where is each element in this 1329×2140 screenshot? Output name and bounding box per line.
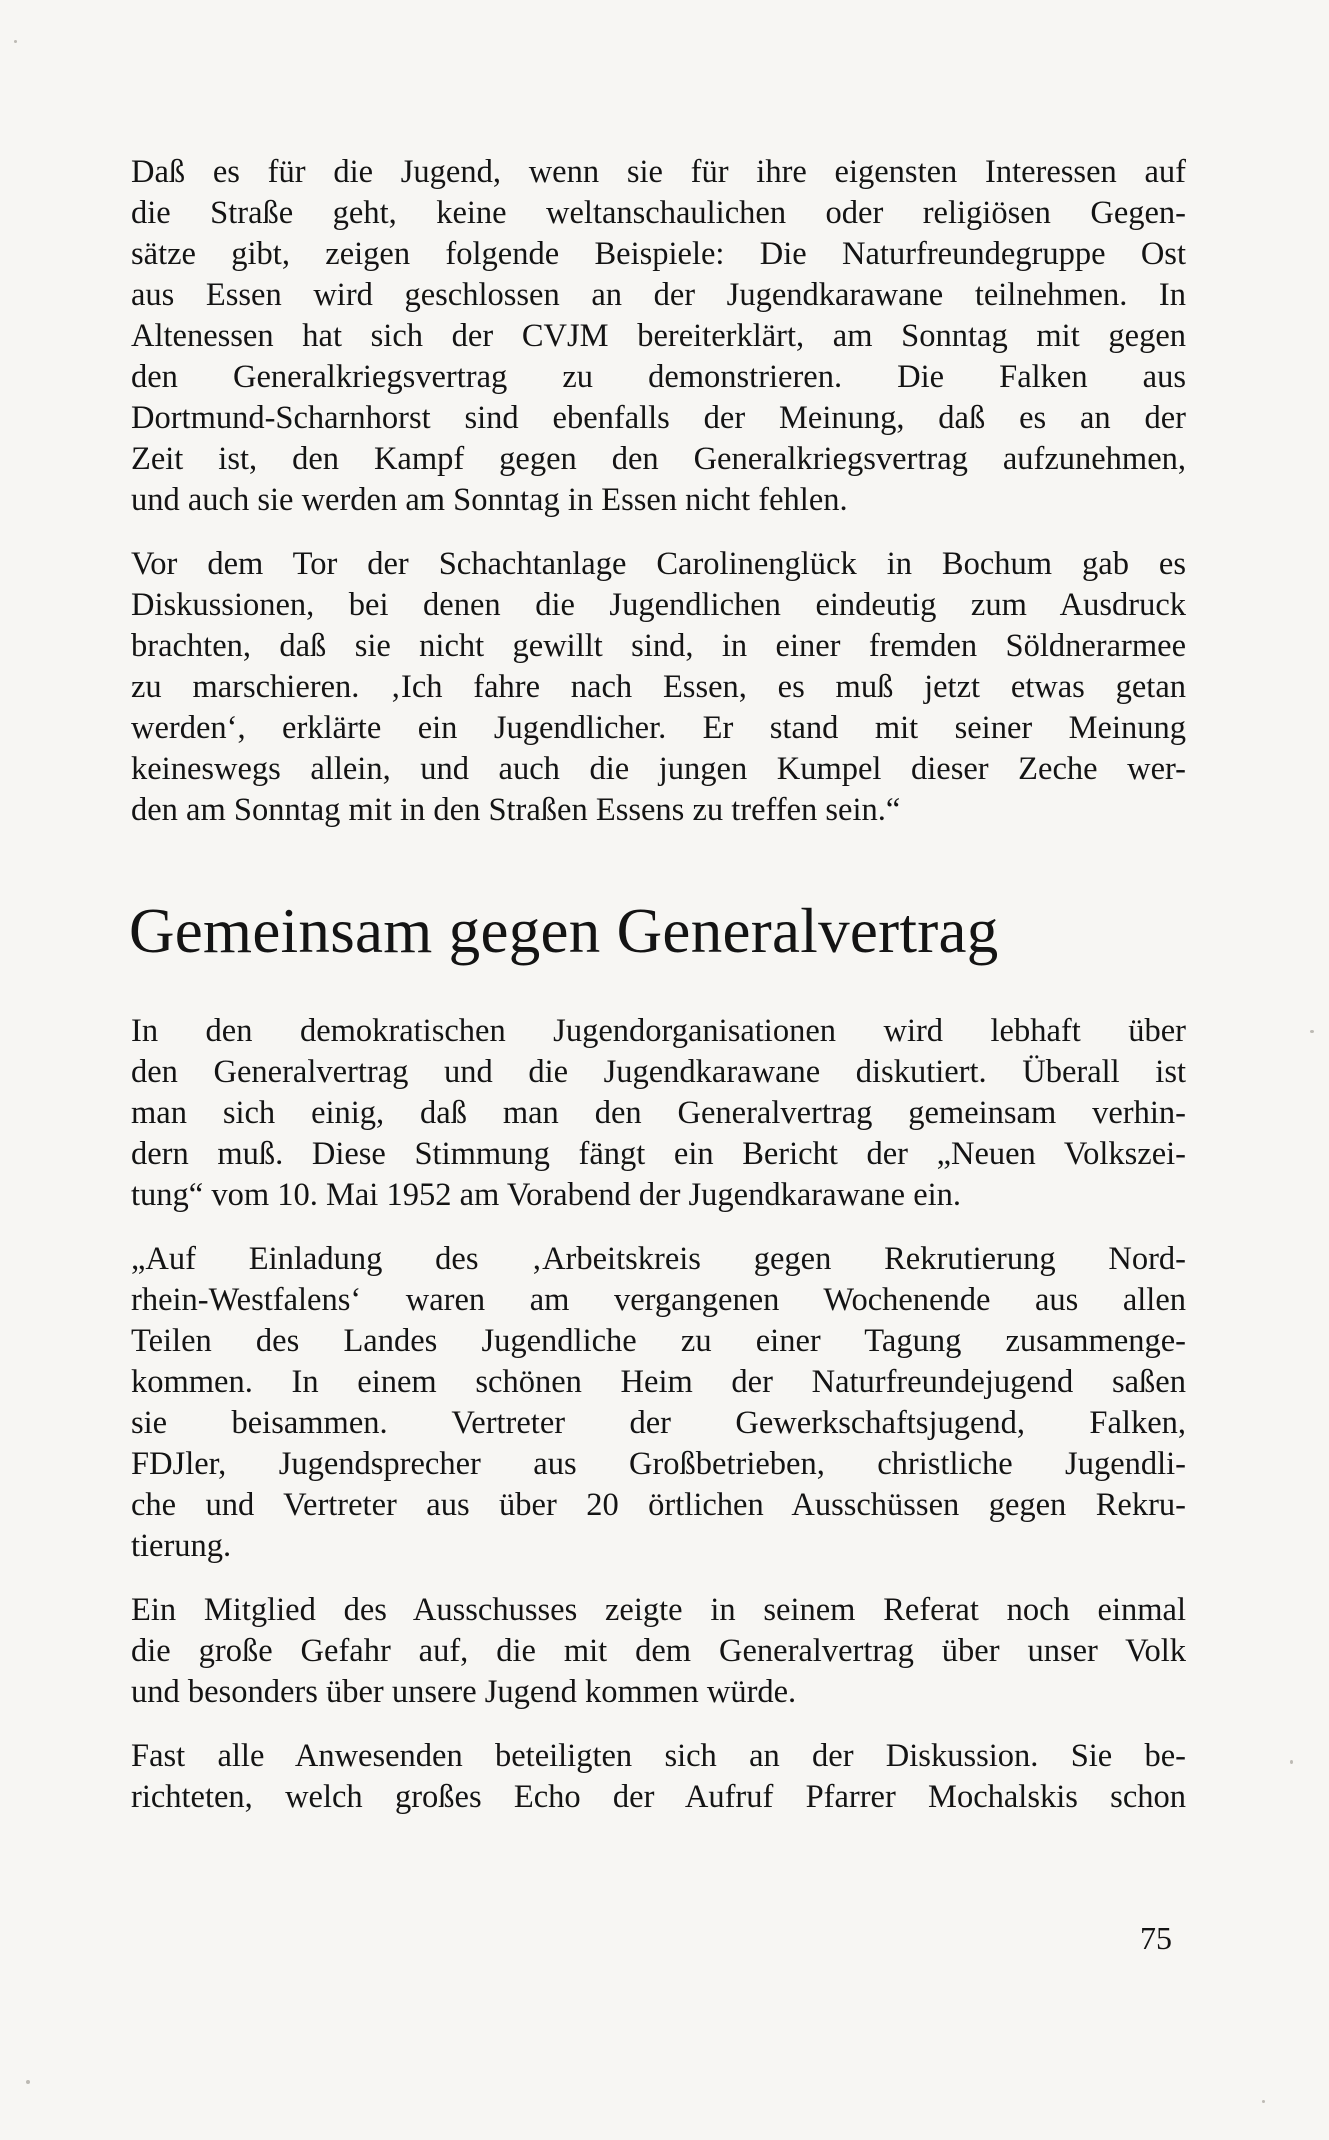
- scan-speck: [1290, 1760, 1293, 1764]
- text-line: Teilen des Landes Jugendliche zu einer Tagung zusammenge-: [131, 1323, 1186, 1359]
- text-line: Vor dem Tor der Schachtanlage Carolinenglück in Bochum gab es: [131, 546, 1186, 582]
- paragraph: [131, 152, 1186, 521]
- text-line: den am Sonntag mit in den Straßen Essens zu treffen sein.“: [131, 792, 901, 828]
- text-line: sätze gibt, zeigen folgende Beispiele: Die Naturfreundegruppe Ost: [131, 236, 1186, 272]
- text-line: den Generalvertrag und die Jugendkarawane diskutiert. Überall ist: [131, 1054, 1186, 1090]
- paragraph: [131, 1239, 1186, 1567]
- text-column: [131, 152, 1186, 1841]
- paragraph: [131, 1011, 1186, 1216]
- text-line: Diskussionen, bei denen die Jugendlichen eindeutig zum Ausdruck: [131, 587, 1186, 623]
- bottom-paragraphs: [131, 1011, 1186, 1818]
- page-number: 75: [1140, 1920, 1172, 1956]
- text-line: Dortmund-Scharnhorst sind ebenfalls der Meinung, daß es an der: [131, 400, 1186, 436]
- text-line: Ein Mitglied des Ausschusses zeigte in seinem Referat noch einmal: [131, 1592, 1186, 1628]
- text-line: richteten, welch großes Echo der Aufruf Pfarrer Mochalskis schon: [131, 1779, 1186, 1815]
- text-line: brachten, daß sie nicht gewillt sind, in einer fremden Söldnerarmee: [131, 628, 1186, 664]
- text-line: tung“ vom 10. Mai 1952 am Vorabend der Jugendkarawane ein.: [131, 1177, 962, 1213]
- text-line: sie beisammen. Vertreter der Gewerkschaftsjugend, Falken,: [131, 1405, 1186, 1441]
- text-line: die große Gefahr auf, die mit dem Generalvertrag über unser Volk: [131, 1633, 1186, 1669]
- text-line: Zeit ist, den Kampf gegen den Generalkriegsvertrag aufzunehmen,: [131, 441, 1186, 477]
- text-line: werden‘, erklärte ein Jugendlicher. Er stand mit seiner Meinung: [131, 710, 1186, 746]
- text-line: keineswegs allein, und auch die jungen Kumpel dieser Zeche wer-: [131, 751, 1186, 787]
- text-line: man sich einig, daß man den Generalvertrag gemeinsam verhin-: [131, 1095, 1186, 1131]
- text-line: Daß es für die Jugend, wenn sie für ihre eigensten Interessen auf: [131, 154, 1186, 190]
- text-line: die Straße geht, keine weltanschaulichen oder religiösen Gegen-: [131, 195, 1186, 231]
- text-line: In den demokratischen Jugendorganisationen wird lebhaft über: [131, 1013, 1186, 1049]
- text-line: Altenessen hat sich der CVJM bereiterklärt, am Sonntag mit gegen: [131, 318, 1186, 354]
- scan-speck: [14, 40, 17, 43]
- text-line: und auch sie werden am Sonntag in Essen nicht fehlen.: [131, 482, 848, 518]
- text-line: „Auf Einladung des ‚Arbeitskreis gegen Rekrutierung Nord-: [131, 1241, 1186, 1277]
- section-heading: Gemeinsam gegen Generalvertrag: [129, 896, 999, 966]
- text-line: und besonders über unsere Jugend kommen würde.: [131, 1674, 797, 1710]
- text-line: kommen. In einem schönen Heim der Naturfreundejugend saßen: [131, 1364, 1186, 1400]
- text-line: rhein-Westfalens‘ waren am vergangenen Wochenende aus allen: [131, 1282, 1186, 1318]
- text-line: tierung.: [131, 1528, 232, 1564]
- text-line: zu marschieren. ‚Ich fahre nach Essen, es muß jetzt etwas getan: [131, 669, 1186, 705]
- text-line: aus Essen wird geschlossen an der Jugendkarawane teilnehmen. In: [131, 277, 1186, 313]
- text-line: che und Vertreter aus über 20 örtlichen Ausschüssen gegen Rekru-: [131, 1487, 1186, 1523]
- top-paragraphs: [131, 152, 1186, 831]
- paragraph: [131, 544, 1186, 831]
- text-line: Fast alle Anwesenden beteiligten sich an der Diskussion. Sie be-: [131, 1738, 1186, 1774]
- text-line: dern muß. Diese Stimmung fängt ein Bericht der „Neuen Volkszei-: [131, 1136, 1186, 1172]
- scan-speck: [1262, 2100, 1265, 2103]
- paragraph: [131, 1736, 1186, 1818]
- scan-speck: [1310, 1030, 1314, 1033]
- paragraph: [131, 1590, 1186, 1713]
- text-line: den Generalkriegsvertrag zu demonstrieren. Die Falken aus: [131, 359, 1186, 395]
- scan-speck: [26, 2080, 30, 2084]
- text-line: FDJler, Jugendsprecher aus Großbetrieben, christliche Jugendli-: [131, 1446, 1186, 1482]
